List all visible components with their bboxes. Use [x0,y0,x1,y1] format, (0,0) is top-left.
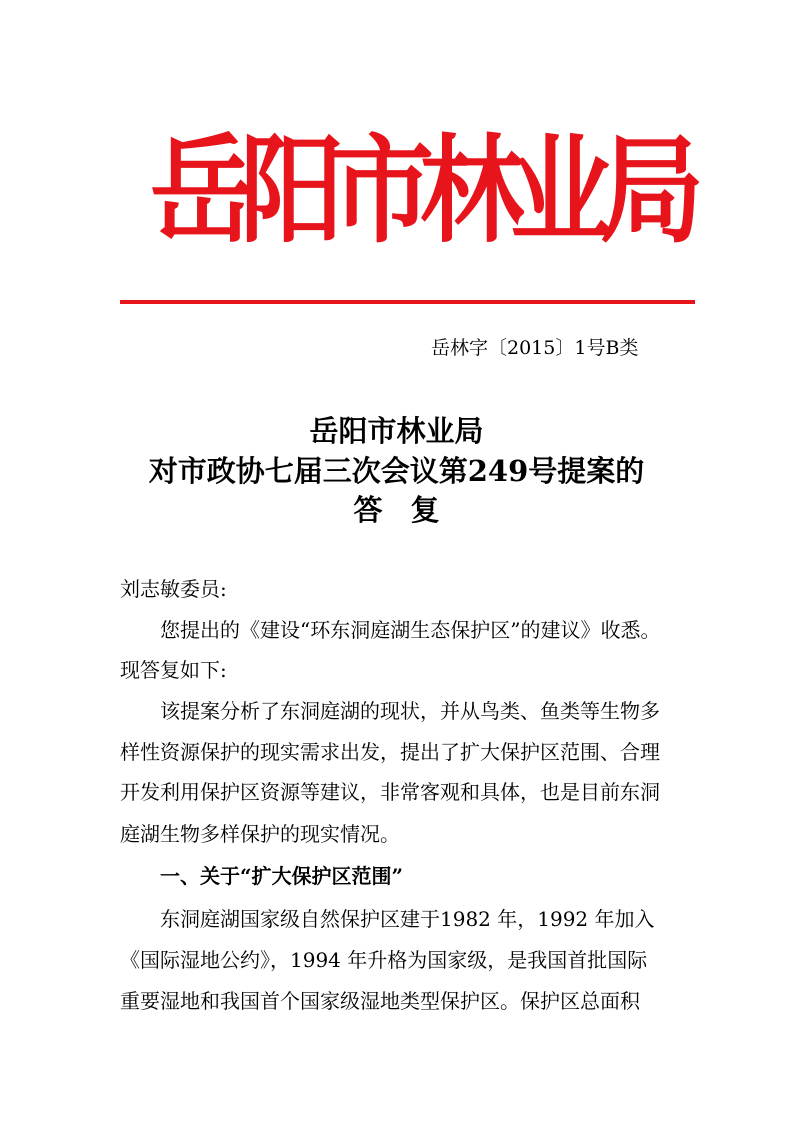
title-line-3: 答复 [353,493,468,527]
paragraph-2-line-2: 样性资源保护的现实需求出发，提出了扩大保护区范围、合理 [120,740,660,764]
paragraph-3-line-2: 《国际湿地公约》，1994 年升格为国家级，是我国首批国际 [120,948,648,972]
paragraph-2-line-4: 庭湖生物多样保护的现实情况。 [120,822,400,846]
paragraph-2-line-3: 开发利用保护区资源等建议，非常客观和具体，也是目前东洞 [120,780,660,804]
masthead-title: 岳阳市林业局 [150,121,691,260]
red-divider-rule [120,300,695,304]
paragraph-1-line-1: 您提出的《建设“环东洞庭湖生态保护区”的建议》收悉。 [160,618,661,642]
paragraph-1-line-2: 现答复如下: [120,658,227,682]
salutation: 刘志敏委员: [120,577,227,601]
section-1-heading: 一、关于“扩大保护区范围” [160,864,404,888]
title-line-2: 对市政协七届三次会议第249号提案的 [148,454,645,488]
paragraph-2-line-1: 该提案分析了东洞庭湖的现状，并从鸟类、鱼类等生物多 [160,699,660,723]
paragraph-3-line-3: 重要湿地和我国首个国家级湿地类型保护区。保护区总面积 [120,989,640,1013]
document-number: 岳林字〔2015〕1号B类 [431,337,639,359]
title-line-1: 岳阳市林业局 [309,414,484,448]
paragraph-3-line-1: 东洞庭湖国家级自然保护区建于1982 年，1992 年加入 [160,907,655,931]
